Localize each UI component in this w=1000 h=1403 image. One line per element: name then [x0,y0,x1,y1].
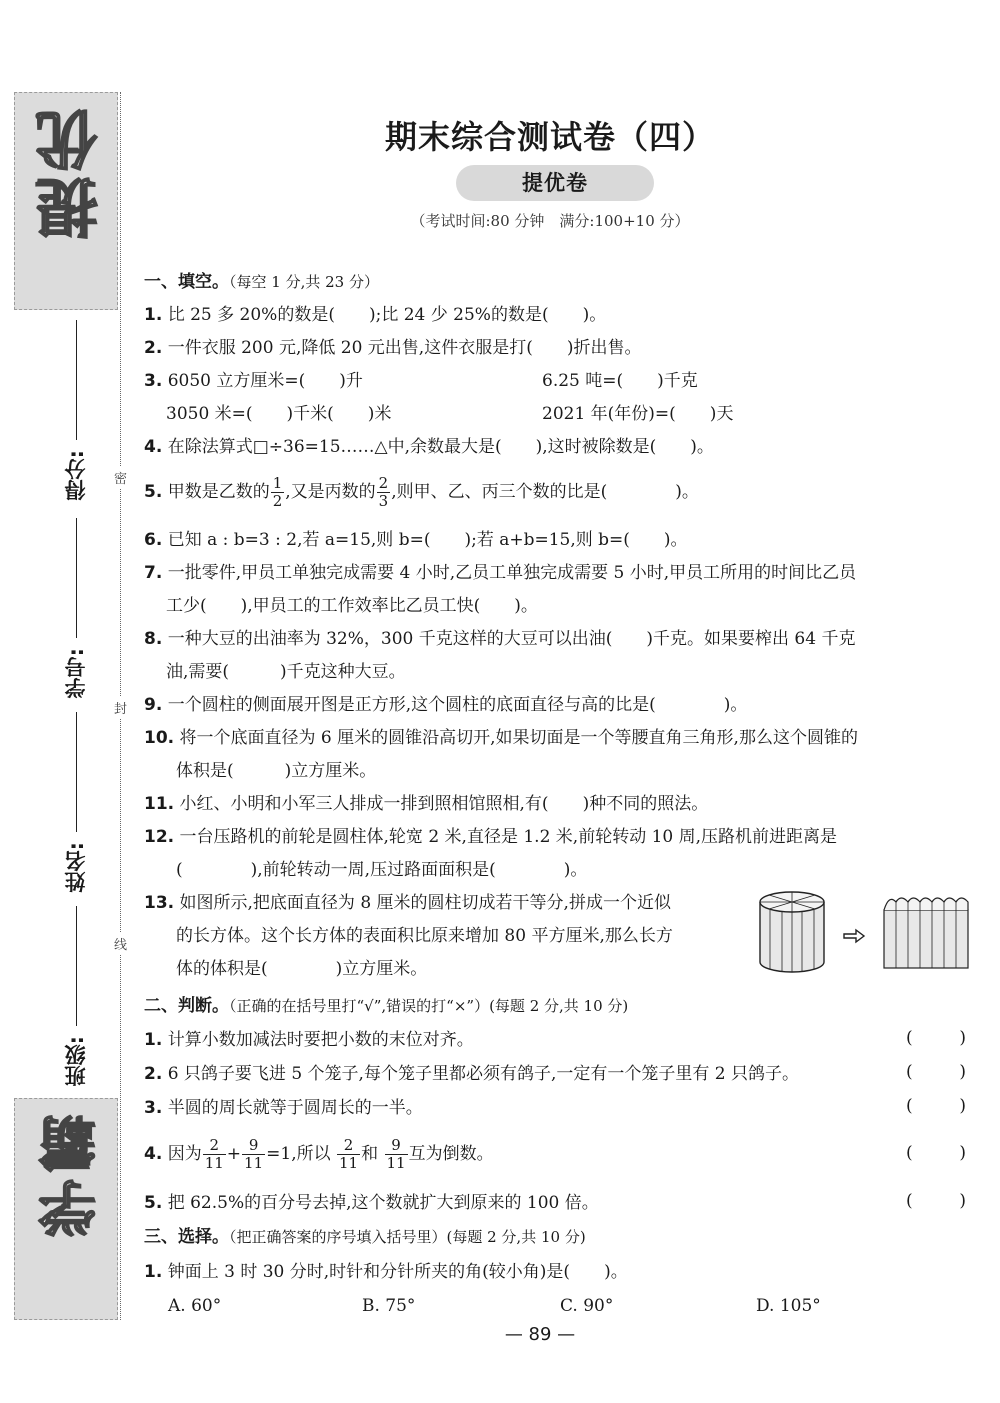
section-title: 一、填空。 [144,272,229,292]
question-number: 6. [144,530,163,550]
question [144,726,858,750]
fraction [377,475,391,510]
question-text: 工少( ),甲员工的工作效率比乙员工快( )。 [166,596,538,616]
paren-right: ) [959,1028,966,1048]
fraction [337,1137,360,1172]
question-text: 小红、小明和小军三人排成一排到照相馆照相,有( )种不同的照法。 [179,794,709,814]
numerator: 2 [203,1137,226,1155]
question [144,1062,799,1086]
paren-left: ( [906,1028,913,1048]
question-text: 6 只鸽子要飞进 5 个笼子,每个笼子里都必须有鸽子,一定有一个笼子里有 2 只鸽子。 [167,1064,799,1084]
paren-right: ) [959,1062,966,1082]
question-text: 体积是( )立方厘米。 [176,761,377,781]
question-number: 7. [144,563,163,583]
denominator: 3 [378,492,389,510]
question-text: 比 25 多 20%的数是( );比 24 少 25%的数是( )。 [167,305,607,325]
numerator: 9 [242,1137,265,1155]
question-number: 2. [144,338,163,358]
paren-left: ( [906,1062,913,1082]
numerator: 9 [385,1137,408,1155]
question [144,528,688,552]
fraction [385,1137,408,1172]
arrow-right-icon [844,930,864,942]
question-text: 体的体积是( )立方厘米。 [176,959,428,979]
question-number: 5. [144,482,163,502]
numerator: 1 [272,474,283,492]
answer-blank[interactable] [906,1143,966,1163]
side-banner-top [14,92,118,310]
section-note: （把正确答案的序号填入括号里）(每题 2 分,共 10 分) [229,1228,586,1246]
choice-option-a[interactable]: A. 60° [168,1296,222,1316]
question [144,303,606,327]
paren-left: ( [906,1143,913,1163]
question [144,1028,474,1052]
question-number: 1. [144,1030,163,1050]
question-text: 3050 米=( )千米( )米 [166,404,392,424]
question-text: 如图所示,把底面直径为 8 厘米的圆柱切成若干等分,拼成一个近似 [179,893,671,913]
page-number: — 89 — [504,1324,576,1345]
section-note: （每空 1 分,共 23 分） [229,273,379,291]
question-number: 1. [144,305,163,325]
fraction [271,475,285,510]
class-label: 班级: [64,1035,88,1086]
choice-option-c[interactable]: C. 90° [560,1296,614,1316]
question-number: 13. [144,893,175,913]
question [144,1191,599,1215]
question [144,561,856,585]
paren-left: ( [906,1096,913,1116]
side-banner-top-label: 提优 [35,103,108,239]
question-text: 计算小数加减法时要把小数的末位对齐。 [167,1030,474,1050]
difficulty-badge: 提优卷 [456,165,654,201]
score-underline [76,320,77,440]
paren-right: ) [959,1096,966,1116]
question-number: 4. [144,437,163,457]
question-number: 3. [144,1098,163,1118]
score-field[interactable] [56,320,96,500]
question-text: 一批零件,甲员工单独完成需要 4 小时,乙员工单独完成需要 5 小时,甲员工所用的时间比乙员 [167,563,857,583]
section-heading [144,1225,586,1249]
question-text: =1,所以 [266,1144,331,1164]
question-number: 9. [144,695,163,715]
choice-option-d[interactable]: D. 105° [756,1296,821,1316]
question [144,470,699,514]
question-text: 互为倒数。 [408,1144,494,1164]
question-text: 钟面上 3 时 30 分时,时针和分针所夹的角(较小角)是( )。 [167,1262,628,1282]
section-heading [144,270,379,294]
question-text: 的长方体。这个长方体的表面积比原来增加 80 平方厘米,那么长方 [176,926,673,946]
binding-mark-line: 线 [114,932,127,955]
answer-blank[interactable] [906,1028,966,1048]
question-text: 一台压路机的前轮是圆柱体,轮宽 2 米,直径是 1.2 米,前轮转动 10 周,压路机前进距离是 [179,827,838,847]
question [144,891,671,915]
question-text: 一种大豆的出油率为 32%，300 千克这样的大豆可以出油( )千克。如果要榨出 64 千克 [167,629,856,649]
choice-option-b[interactable]: B. 75° [362,1296,416,1316]
answer-blank[interactable] [906,1096,966,1116]
answer-blank[interactable] [906,1191,966,1211]
question-text: ( ),前轮转动一周,压过路面面积是( )。 [176,860,588,880]
denominator: 11 [339,1154,359,1172]
page-title: 期末综合测试卷（四） [384,118,715,156]
question-text: 2021 年(年份)=( )天 [542,404,734,424]
class-field[interactable] [56,906,96,1086]
student-id-field[interactable] [56,518,96,698]
student-id-label: 学号: [64,647,88,698]
exam-info: （考试时间:80 分钟 满分:100+10 分） [410,212,690,230]
question-text: 一个圆柱的侧面展开图是正方形,这个圆柱的底面直径与高的比是( )。 [167,695,748,715]
question [144,1260,628,1284]
student-id-underline [76,518,77,638]
question [144,369,363,393]
score-label: 得分: [64,449,88,500]
binding-mark-seal: 封 [114,696,127,719]
question [144,1132,494,1176]
question-text: 半圆的周长就等于圆周长的一半。 [167,1098,423,1118]
section-title: 二、判断。 [144,996,229,1016]
question-text: 油,需要( )千克这种大豆。 [166,662,406,682]
question-number: 4. [144,1144,163,1164]
question-number: 12. [144,827,175,847]
question-text: ,则甲、乙、丙三个数的比是( )。 [391,482,699,502]
denominator: 11 [386,1154,406,1172]
numerator: 2 [337,1137,360,1155]
paren-left: ( [906,1191,913,1211]
question [144,1096,423,1120]
student-name-label: 姓名: [64,841,88,892]
question-number: 8. [144,629,163,649]
question-text: 已知 a : b=3 : 2,若 a=15,则 b=( );若 a+b=15,则 b=( )。 [167,530,688,550]
cylinder-to-cuboid-figure [756,888,972,978]
question-text: 因为 [167,1144,202,1164]
question [144,435,714,459]
denominator: 11 [244,1154,264,1172]
question-text: 将一个底面直径为 6 厘米的圆锥沿高切开,如果切面是一个等腰直角三角形,那么这个圆锥的 [179,728,858,748]
class-underline [76,906,77,1026]
question-text: 一件衣服 200 元,降低 20 元出售,这件衣服是打( )折出售。 [167,338,642,358]
question-text: 在除法算式□÷36=15……△中,余数最大是( ),这时被除数是( )。 [167,437,714,457]
denominator: 2 [272,492,283,510]
question-number: 11. [144,794,175,814]
paren-right: ) [959,1191,966,1211]
question-text: 6050 立方厘米=( )升 [167,371,363,391]
question-number: 5. [144,1193,163,1213]
question-number: 10. [144,728,175,748]
answer-blank[interactable] [906,1062,966,1082]
question-text: + [226,1144,242,1164]
question [144,825,837,849]
fraction [203,1137,226,1172]
question [144,336,641,360]
student-name-underline [76,712,77,832]
fraction [242,1137,265,1172]
paren-right: ) [959,1143,966,1163]
question-number: 1. [144,1262,163,1282]
question-number: 2. [144,1064,163,1084]
section-heading [144,994,628,1018]
question-text: 6.25 吨=( )千克 [542,371,698,391]
side-banner-bottom-label: 学霸 [38,1109,106,1237]
binding-mark-seal: 密 [114,466,127,489]
question [144,627,855,651]
question-number: 3. [144,371,163,391]
section-title: 三、选择。 [144,1227,229,1247]
side-banner-bottom [14,1098,118,1320]
question [144,792,708,816]
cuboid-icon [884,898,968,968]
question-text: 把 62.5%的百分号去掉,这个数就扩大到原来的 100 倍。 [167,1193,599,1213]
student-name-field[interactable] [56,712,96,892]
denominator: 11 [204,1154,224,1172]
question-text: ,又是丙数的 [285,482,376,502]
question-text: 甲数是乙数的 [167,482,270,502]
question [144,693,747,717]
section-note: （正确的在括号里打“√”,错误的打“×”）(每题 2 分,共 10 分) [229,997,629,1015]
cylinder-icon [760,892,824,972]
question-text: 和 [361,1144,379,1164]
numerator: 2 [378,474,389,492]
